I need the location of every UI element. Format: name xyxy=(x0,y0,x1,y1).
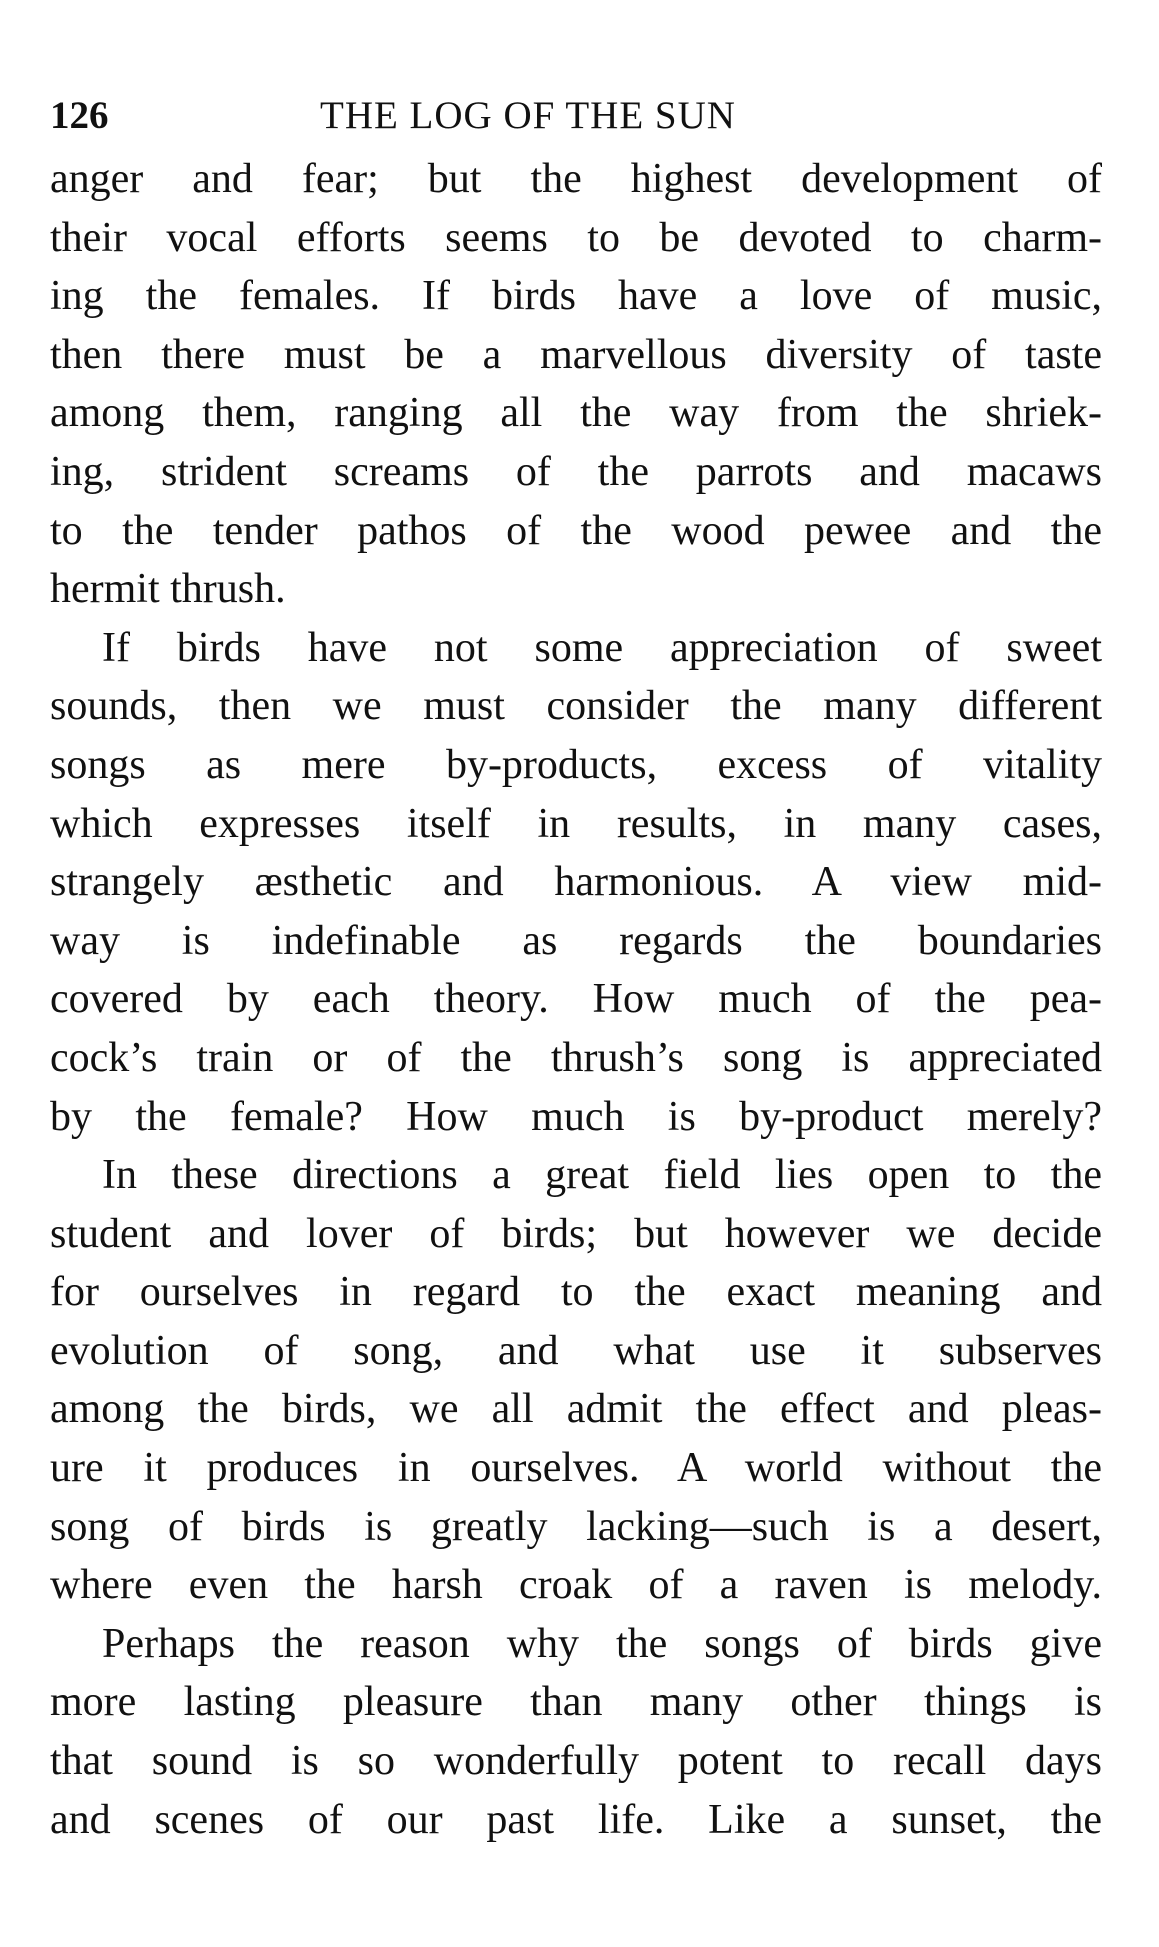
text-line: to the tender pathos of the wood pewee and the xyxy=(50,507,1102,554)
text-line: Perhaps the reason why the songs of birds give xyxy=(102,1620,1102,1667)
text-line: sounds, then we must consider the many different xyxy=(50,683,1102,730)
text-line: strangely æsthetic and harmonious. A view mid- xyxy=(50,859,1102,906)
text-line: song of birds is greatly lacking—such is a desert, xyxy=(50,1503,1102,1550)
text-line: which expresses itself in results, in many cases, xyxy=(50,800,1102,847)
text-line: for ourselves in regard to the exact meaning and xyxy=(50,1269,1102,1316)
text-line: where even the harsh croak of a raven is melody. xyxy=(50,1562,1102,1609)
text-line: anger and fear; but the highest development of xyxy=(50,156,1102,202)
text-line: more lasting pleasure than many other things is xyxy=(50,1679,1102,1726)
running-head xyxy=(50,86,1102,146)
text-line: ing the females. If birds have a love of music, xyxy=(50,273,1102,320)
text-line: way is indefinable as regards the boundaries xyxy=(50,917,1102,964)
text-line: ure it produces in ourselves. A world without the xyxy=(50,1445,1102,1492)
text-line: ing, strident screams of the parrots and macaws xyxy=(50,448,1102,495)
text-line: among the birds, we all admit the effect and pleas- xyxy=(50,1386,1102,1433)
text-line: their vocal efforts seems to be devoted to charm- xyxy=(50,214,1102,261)
page-number: 126 xyxy=(50,94,109,137)
text-line: student and lover of birds; but however we decide xyxy=(50,1210,1102,1257)
text-line: evolution of song, and what use it subserves xyxy=(50,1327,1102,1374)
body-text xyxy=(50,150,1102,1849)
text-line: by the female? How much is by-product merely? xyxy=(50,1093,1102,1140)
text-line: cock’s train or of the thrush’s song is appreciated xyxy=(50,1034,1102,1081)
running-title: THE LOG OF THE SUN xyxy=(320,94,736,137)
text-line: If birds have not some appreciation of sweet xyxy=(102,624,1102,671)
text-line: that sound is so wonderfully potent to recall days xyxy=(50,1738,1102,1785)
text-line: among them, ranging all the way from the shriek- xyxy=(50,390,1102,437)
text-line: then there must be a marvellous diversity of taste xyxy=(50,331,1102,378)
text-line: hermit thrush. xyxy=(50,566,286,613)
text-line: and scenes of our past life. Like a sunset, the xyxy=(50,1796,1102,1843)
text-line: covered by each theory. How much of the pea- xyxy=(50,976,1102,1023)
text-line: In these directions a great field lies open to the xyxy=(102,1152,1102,1199)
text-line: songs as mere by-products, excess of vitality xyxy=(50,741,1102,788)
